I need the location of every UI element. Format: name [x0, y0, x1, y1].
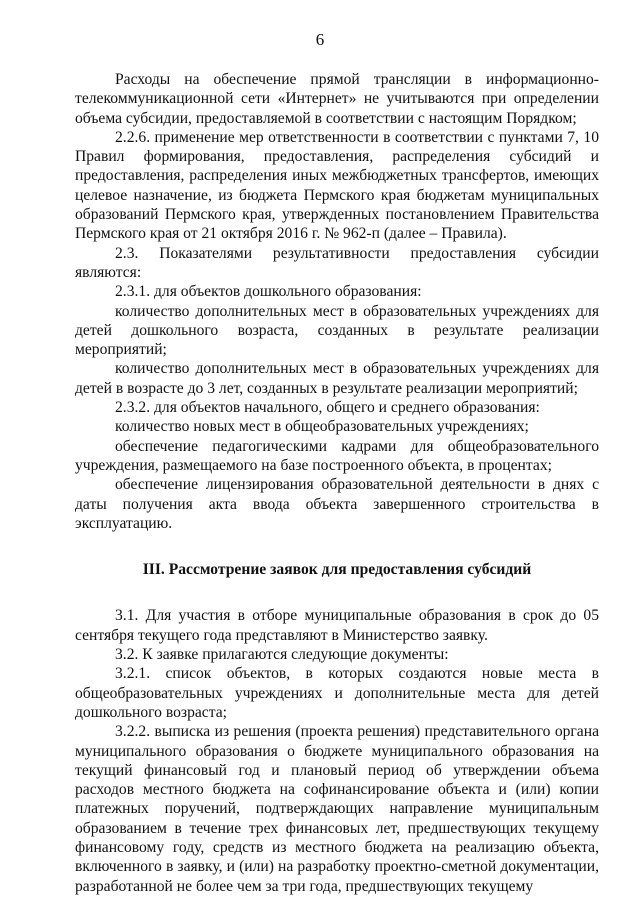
paragraph-indicator-preschool-places: количество дополнительных мест в образовательных учреждениях для детей дошкольного возраста, созданных в результате реализации мероприятий;	[75, 302, 599, 359]
paragraph-internet-costs: Расходы на обеспечение прямой трансляции в информационно-телекоммуникационной сети «Интернет» не учитываются при определении объема субсидии, предоставляемой в соответствии с настоящим Порядком;	[75, 71, 599, 127]
paragraph-3-1: 3.1. Для участия в отборе муниципальные образования в срок до 05 сентября текущего года представляют в Министерство заявку.	[75, 607, 599, 644]
paragraph-indicator-teachers: обеспечение педагогическими кадрами для общеобразовательного учреждения, размещаемого на базе построенного объекта, в процентах;	[75, 437, 599, 474]
page-number: 6	[315, 30, 325, 49]
paragraph-2-2-6: 2.2.6. применение мер ответственности в соответствии с пунктами 7, 10 Правил формирования, предоставления, распределения субсидий и предоставления, распределения иных межбюджетных трансфертов, имеющих целевое назначение, из бюджета Пермского края бюджетам муниципальных образований Пермского края, утвержденных постановлением Правительства Пермского края от 21 октября 2016 г. № 962-п (далее – Правила).	[75, 128, 599, 243]
paragraph-2-3-1: 2.3.1. для объектов дошкольного образования:	[115, 283, 422, 301]
document-body	[75, 70, 599, 896]
section-heading: III. Рассмотрение заявок для предоставления субсидий	[142, 561, 532, 579]
paragraph-indicator-under-3-places: количество дополнительных мест в образовательных учреждениях для детей в возрасте до 3 лет, созданных в результате реализации мероприятий;	[75, 360, 599, 397]
paragraph-indicator-licensing: обеспечение лицензирования образовательной деятельности в днях с даты получения акта ввода объекта завершенного строительства в эксплуатацию.	[75, 476, 599, 532]
paragraph-2-3-2: 2.3.2. для объектов начального, общего и среднего образования:	[115, 399, 540, 417]
paragraph-2-3: 2.3. Показателями результативности предоставления субсидии являются:	[75, 244, 599, 281]
paragraph-3-2: 3.2. К заявке прилагаются следующие документы:	[115, 646, 449, 664]
paragraph-indicator-new-places: количество новых мест в общеобразовательных учреждениях;	[115, 418, 529, 436]
paragraph-3-2-2: 3.2.2. выписка из решения (проекта решения) представительного органа муниципального образования о бюджете муниципального образования на текущий финансовый год и плановый период об утверждении объема расходов местного бюджета на софинансирование объекта и (или) копии платежных поручений, подтверждающих направление муниципальным образованием в течение трех финансовых лет, предшествующих текущему финансовому году, средств из местного бюджета на реализацию объекта, включенного в заявку, и (или) на разработку проектно-сметной документации, разработанной не более чем за три года, предшествующих текущему	[75, 723, 599, 895]
paragraph-3-2-1: 3.2.1. список объектов, в которых создаются новые места в общеобразовательных учреждениях и дополнительные места для детей дошкольного возраста;	[75, 665, 599, 721]
